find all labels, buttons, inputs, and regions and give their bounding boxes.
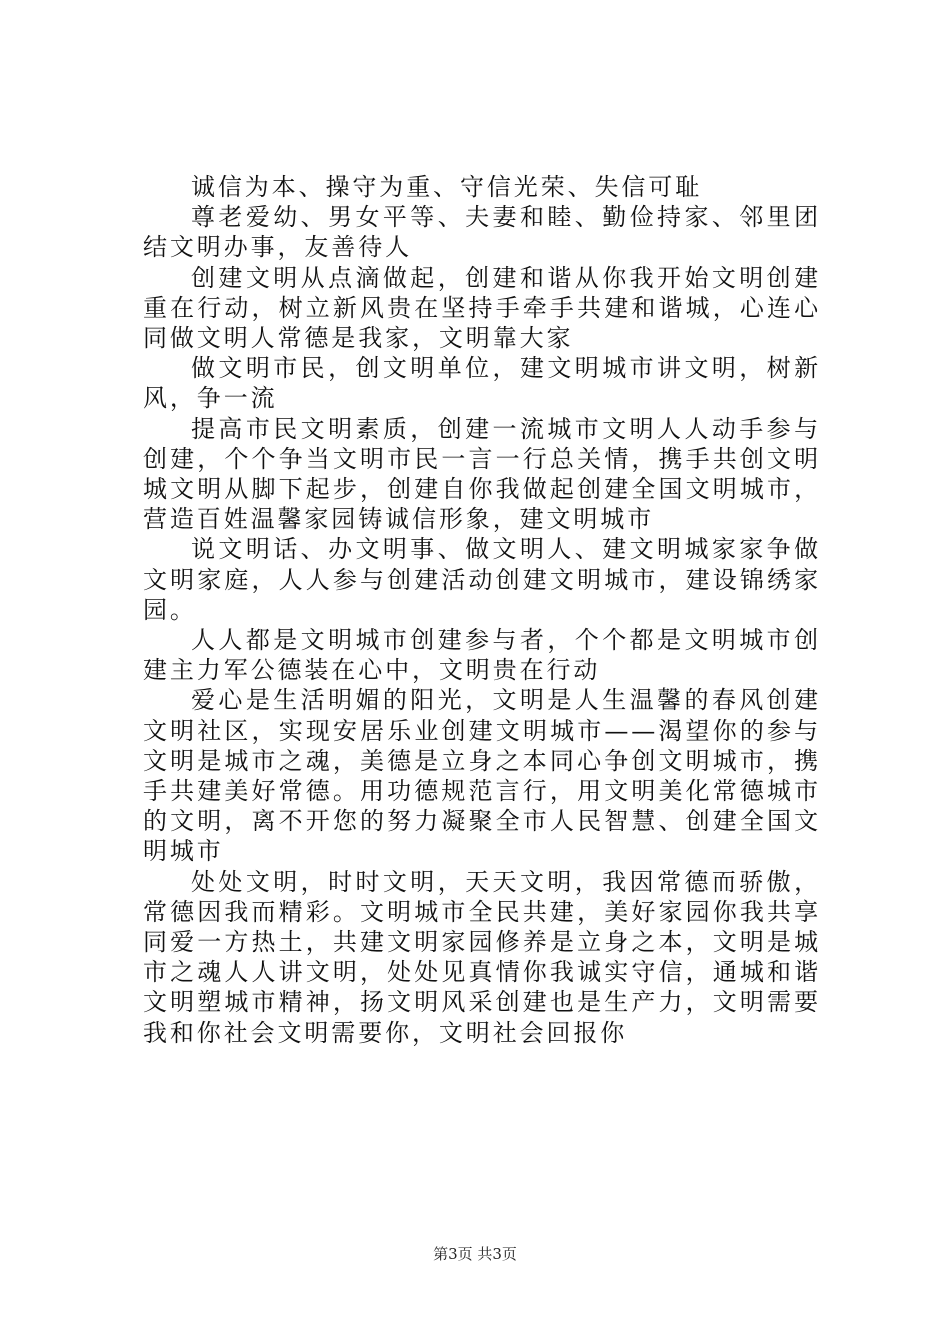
paragraph-6: 说文明话、办文明事、做文明人、建文明城家家争做文明家庭，人人参与创建活动创建文明城市，建设锦绣家园。 xyxy=(143,535,821,624)
paragraph-5: 提高市民文明素质，创建一流城市文明人人动手参与创建，个个争当文明市民一言一行总关情，携手共创文明城文明从脚下起步，创建自你我做起创建全国文明城市，营造百姓温馨家园铸诚信形象，建文明城市 xyxy=(143,414,821,534)
paragraph-9: 处处文明，时时文明，天天文明，我因常德而骄傲，常德因我而精彩。文明城市全民共建，美好家园你我共享同爱一方热土，共建文明家园修养是立身之本，文明是城市之魂人人讲文明，处处见真情你我诚实守信，通城和谐文明塑城市精神，扬文明风采创建也是生产力，文明需要我和你社会文明需要你，文明社会回报你 xyxy=(143,867,821,1047)
paragraph-3: 创建文明从点滴做起，创建和谐从你我开始文明创建重在行动，树立新风贵在坚持手牵手共建和谐城，心连心同做文明人常德是我家，文明靠大家 xyxy=(143,263,821,353)
paragraph-2: 尊老爱幼、男女平等、夫妻和睦、勤俭持家、邻里团结文明办事，友善待人 xyxy=(143,203,821,262)
paragraph-4: 做文明市民，创文明单位，建文明城市讲文明，树新风，争一流 xyxy=(143,354,821,413)
paragraph-1: 诚信为本、操守为重、守信光荣、失信可耻 xyxy=(191,173,703,201)
document-body xyxy=(143,172,821,1048)
page-number-label: 第3页 共3页 xyxy=(433,1245,517,1263)
page-footer xyxy=(0,1243,950,1264)
paragraph-8: 爱心是生活明媚的阳光，文明是人生温馨的春风创建文明社区，实现安居乐业创建文明城市——渴望你的参与文明是城市之魂，美德是立身之本同心争创文明城市，携手共建美好常德。用功德规范言行，用文明美化常德城市的文明，离不开您的努力凝聚全市人民智慧、创建全国文明城市 xyxy=(143,686,821,866)
paragraph-7: 人人都是文明城市创建参与者，个个都是文明城市创建主力军公德装在心中，文明贵在行动 xyxy=(143,626,821,685)
